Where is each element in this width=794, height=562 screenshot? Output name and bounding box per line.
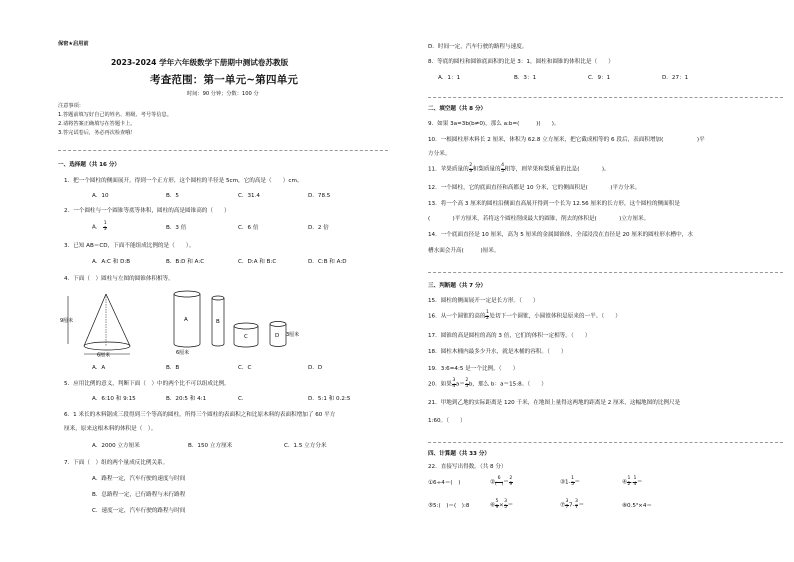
exam-meta: 时间：90 分钟；分数：100 分 [187,91,259,97]
question-text: 18．圆柱木桶内最多少升水，就是木桶的容积。（ ） [428,349,567,355]
option-b: B．B [166,365,180,371]
text-part: ＝ [578,502,585,509]
denominator: 7 [575,504,578,510]
cylinder-d [270,322,299,347]
note-item: 1.答题前填写好自己的姓名、班级、考号等信息。 [58,112,172,118]
question-text: 14．一个底面直径是 10 厘米，高为 5 厘米的金属圆锥体，全部浸没在直径是 20 厘米的圆柱形水槽中，水 [428,232,693,238]
calc-item-3 [560,477,580,487]
text-part: a＝ [455,381,465,388]
section-title: 二、填空题（共 8 分） [428,106,487,112]
numerator: 2 [509,476,513,481]
option-b: B．总路程一定，已行路程与未行路程 [92,492,186,498]
divider [58,150,388,151]
dim-a-label: 6厘米 [176,350,190,356]
calc-number: ② [490,479,496,486]
question-16 [428,311,621,321]
numerator: 3 [575,499,578,504]
option-a: A．A:C 和 D:B [92,259,131,265]
note-item: 3.答完试卷后，务必再次检查哦！ [58,130,136,136]
option-d: D．27：1 [662,75,689,81]
numerator: 1 [485,310,489,315]
denominator: 2 [485,315,489,321]
question-text: 3．已知 AB＝CD，下面不能组成比例的是（ ）。 [64,243,195,249]
option-c: C．1.5 立方分米 [284,443,327,449]
question-text: 22．直接写出得数。（共 8 分） [428,464,507,470]
cylinder-a [174,291,200,356]
calc-number: ③ [560,479,566,486]
option-a: A．10 [92,193,109,199]
numerator: 4 [501,163,505,168]
text-part: 20．如果 [428,381,452,388]
exam-title: 2023-2024 学年六年级数学下册期中测试卷苏教版 [111,58,289,67]
option-b: B．150 立方厘米 [188,443,233,449]
question-text: 21．甲地到乙地的实际距离是 120 千米，在地图上量得这两地的距离是 2 厘米，这幅地图的比例尺是 [428,400,681,406]
option-c: C． [238,396,248,402]
calc-item-4: ④ $\frac{1}{2}$ - $\frac{1}{4}$ ＝ [622,476,643,487]
question-text: 1．把一个圆柱的侧面展开，得到一个正方形，这个圆柱的半径是 5cm，它的高是（ ）cm。 [64,178,303,184]
question-20 [428,379,547,389]
fraction [509,477,513,487]
question-text-cont: 1:60。（ ） [428,418,466,424]
option-a: A．路程一定，汽车行驶的速度与时间 [92,476,186,482]
option-c: C．9：1 [588,75,611,81]
cone-height-label: 9厘米 [60,318,74,324]
calc-number: ⑥ [490,502,496,509]
text-part: 16．从一个圆锥的高的 [428,313,486,320]
label-a: A [184,317,188,323]
notes-title: 注意事项： [58,103,84,109]
dim-d-label: 3厘米 [286,332,300,338]
option-b: B．3 倍 [166,225,187,231]
fraction [495,477,503,487]
calc-item-7 [560,500,584,510]
denominator: 4 [633,481,637,487]
option-d: D．C:B 和 A:D [308,259,347,265]
label-b: B [216,319,220,325]
numerator: 1 [633,476,637,481]
fraction [103,222,107,232]
calc-expr: 0.5³×4＝ [627,503,652,509]
option-c: C．31.4 [238,193,260,199]
section-title: 一、选择题（共 16 分） [58,162,121,168]
question-text-cont: 方分米。 [428,151,451,157]
divider [428,272,783,273]
question-text: 10．一根圆柱形木料长 2 厘米，体积为 62.8 立方厘米，把它截成相等的 6 段后，表面积增加( )平 [428,137,705,143]
calc-number: ⑦ [560,502,566,509]
denominator: 2 [627,481,631,487]
denominator: 3 [103,226,107,232]
question-text-cont: 槽水面会升高( )厘米。 [428,248,500,254]
option-c: C．D:A 和 B:C [238,259,277,265]
question-text-cont: ( )平方厘米，若将这个圆柱削成最大的圆锥，削去的体积是( )立方厘米。 [428,216,650,222]
numerator: 2 [465,378,469,383]
calc-item-6: ⑥ $\frac{5}{9}$ × $\frac{3}{5}$ ＝ [490,499,514,510]
question-text-cont: 厘米，原来这根木料的体积是（ ）。 [64,426,157,432]
option-a: A．A [92,365,106,371]
calc-number: ⑤ [428,503,434,509]
calc-expr: 5:( )＝( ):8 [433,503,470,509]
calc-expr: 6÷4＝( ) [433,480,461,486]
calc-item-5 [428,503,469,510]
text-part: ＝ [636,479,643,486]
denominator: 9 [509,481,513,487]
text-part: 7- [568,502,575,509]
text-part: 和梨质量的 [472,166,501,173]
exam-scope: 考查范围：第一单元~第四单元 [150,74,299,86]
numerator: 1 [571,476,575,481]
text-part: 1- [565,479,571,486]
option-b: B．20:5 和 4:1 [166,396,207,402]
question-text: 7．下面（ ）组的两个量成反比例关系。 [64,460,169,466]
numerator: 6 [495,477,503,483]
question-text: 2．一个圆柱与一个圆锥等底等体积，圆柱的高是圆锥高的（ ） [64,208,230,214]
label-d: D [275,333,280,339]
text-part: 相等，则苹果和梨质量的比是( )。 [504,166,610,173]
text-part: b，那么 b：a＝15:8。（ ） [468,381,547,388]
section-title: 三、判断题（共 7 分） [428,283,487,289]
denominator: 4 [452,383,456,389]
section-title: 四、计算题（共 33 分） [428,451,491,457]
cylinder-c [234,323,258,347]
option-d: D．5:1 和 0.2:5 [308,396,351,402]
divider [428,97,783,98]
option-d: D．78.5 [308,193,331,199]
question-text: 13．将一个高 3 厘米的圆柱沿侧面直高展开得到一个长为 12.56 厘米的长方形，这个圆柱的侧面积是 [428,201,680,207]
cylinder-b [212,296,224,346]
option-d: D．时间一定，汽车行驶的路程与速度。 [428,44,528,50]
denominator: ( ) [495,481,504,487]
denominator: 5 [465,383,469,389]
text-part: ＝ [503,479,509,486]
text-part: ＝ [507,502,514,509]
calc-number: ⑧ [622,503,628,509]
denominator: 5 [504,504,508,510]
divider [428,442,783,443]
numerator: 2 [469,163,473,168]
numerator: 5 [495,499,499,504]
option-c: C．C [238,365,252,371]
option-b: B．3：1 [514,75,537,81]
numerator: 1 [103,221,107,226]
calc-item-1 [428,480,460,487]
option-a: A．2000 立方厘米 [92,443,140,449]
option-b: B．5 [166,193,179,199]
option-c: C．6 倍 [238,225,259,231]
calc-item-8 [622,503,652,510]
question-text: 6．1 米长的木料锯成三段得到三个等高的圆柱，所得三个圆柱的表面积之和比原木料的表面积增加了 60 平方 [64,412,336,418]
text-part: 11．苹果质量的 [428,166,469,173]
label-c: C [244,334,248,340]
option-a: A．1：1 [438,75,461,81]
question-text: 12．一个圆柱，它的底面直径和高都是 10 分米，它的侧面积是( )平方分米。 [428,185,641,191]
question-text: 4．下面（ ）圆柱与左图的圆锥体积相等。 [64,276,174,282]
calc-number: ④ [622,479,628,486]
question-11 [428,164,610,174]
denominator: 7 [565,504,569,510]
question-text: 17．圆锥的高是圆柱的高的 3 倍，它们的体积一定相等。（ ） [428,333,591,339]
text-part: 处切下一个圆锥，小圆锥体积是原来的一半。（ ） [489,313,621,320]
question-text: 9．如果 3a=3b(b≠0)，那么 a:b=( )( )。 [428,121,560,127]
numerator: 1 [627,476,631,481]
denominator: 5 [571,481,575,487]
cone-shape [60,294,130,359]
question-text: 5．应用比例的意义，判断下面（ ）中的两个比不可以组成比例。 [64,381,230,387]
numerator: 3 [565,499,569,504]
denominator: 5 [501,168,505,174]
option-d: D．2 倍 [308,225,329,231]
text-part: ＝ [574,479,581,486]
question-text: 19．3:6=4:5 是一个比例。（ ） [428,366,519,372]
option-a [92,222,107,232]
calc-number: ① [428,480,434,486]
question-text: 8．等底的圆柱和圆锥底面积的比是 3：1，圆柱和圆锥的体积比是（ ） [428,59,614,65]
denominator: 9 [495,504,499,510]
option-a: A．6:10 和 9:15 [92,396,136,402]
option-d: D．D [308,365,323,371]
cone-diameter-label: 6厘米 [97,352,111,359]
question-text: 15．圆柱的侧面展开一定是长方形。（ ） [428,298,539,304]
option-c: C．速度一定，汽车行驶的路程与时间 [92,508,186,514]
note-item: 2.请将答案正确填写在答题卡上。 [58,121,136,127]
option-b: B．B:D 和 A:C [166,259,205,265]
denominator: 3 [469,168,473,174]
numerator: 3 [452,378,456,383]
q4-figure [60,288,300,360]
secret-label: 保密★启用前 [58,41,89,47]
numerator: 3 [504,499,508,504]
option-prefix: A． [92,224,102,231]
calc-item-2 [490,477,513,487]
